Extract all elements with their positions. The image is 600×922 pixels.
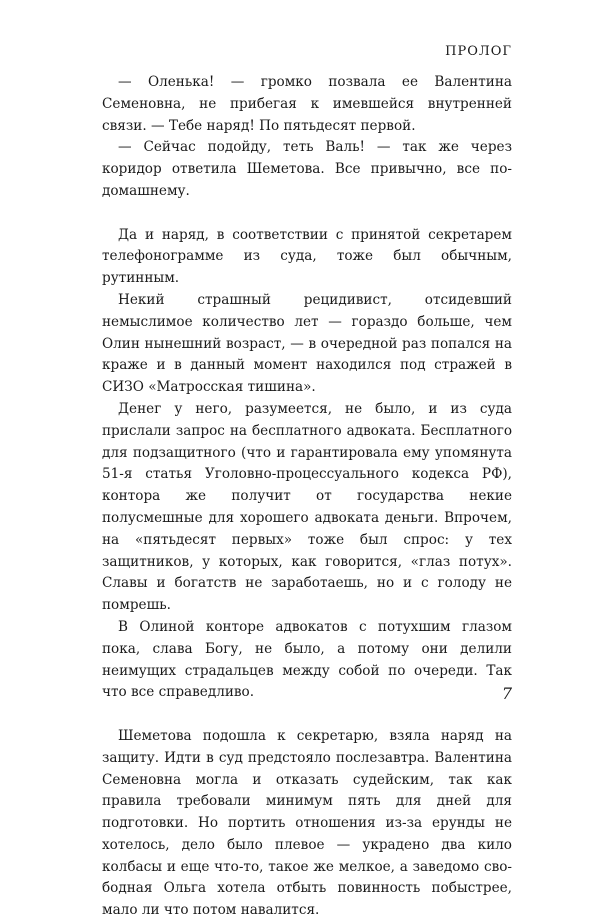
paragraph: Да и наряд, в соответствии с принятой секретарем телефонограмме из суда, тоже был обычным, рутинным.	[102, 226, 512, 287]
page-number: 7	[501, 684, 512, 703]
running-header: ПРОЛОГ	[445, 44, 512, 59]
section-break	[102, 203, 512, 225]
paragraph: Некий страшный рецидивист, отсидевший немыслимое количество лет — гораздо больше, чем Олин нынешний возраст, — в очередной раз попался на краже и в данный момент находился под стражей в СИЗО «Матросская тишина».	[102, 291, 512, 396]
paragraph: — Оленька! — громко позвала ее Валентина Семеновна, не прибегая к имевшейся внутренней связи. — Тебе наряд! По пятьдесят первой.	[102, 74, 512, 134]
paragraph: Шеметова подошла к секретарю, взяла наряд на защиту. Идти в суд предстояло послезавтра. Валентина Семеновна могла и отказать судейским, так как правила требовали минимум пять для дней для подготовки. Но портить отношения из-за ерунды не хотелось, дело было плевое — украдено два кило колбасы и еще что-то, такое же мелкое, а заведомо свободная Ольга хотела отбыть повинность побыстрее, мало ли что потом навалится.	[102, 727, 512, 919]
paragraph: — Сейчас подойду, теть Валь! — так же через коридор ответила Шеметова. Все привычно, все по-домашнему.	[102, 139, 512, 199]
paragraph: В Олиной конторе адвокатов с потухшим глазом пока, слава Богу, не было, а потому они делили неимущих страдальцев между собой по очереди. Так что все справедливо.	[102, 618, 512, 701]
paragraph: Денег у него, разумеется, не было, и из суда прислали запрос на бесплатного адвоката. Бесплатного для подзащитного (что и гарантировала ему упомянута 51-я статья Уголовно-процессуального кодекса РФ), контора же получит от государства некие полусмешные для хорошего адвоката деньги. Впрочем, на «пятьдесят первых» тоже был спрос: у тех защитников, у которых, как говорится, «глаз потух». Славы и богатств не заработаешь, но и с голоду не помрешь.	[102, 400, 512, 614]
section-break	[102, 704, 512, 726]
body-text	[102, 72, 512, 922]
